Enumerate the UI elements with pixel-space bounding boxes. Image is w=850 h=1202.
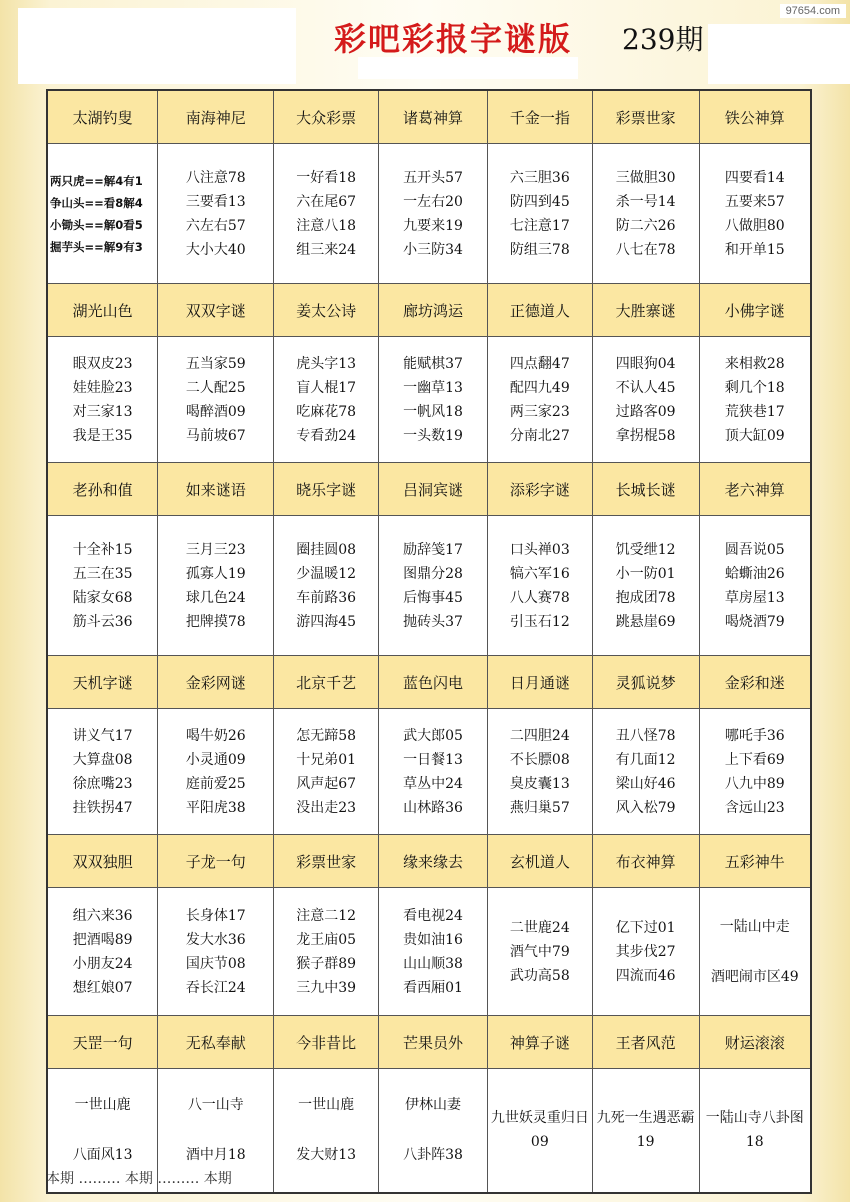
riddle-line: 过路客09 [615, 403, 676, 420]
riddle-cell [158, 337, 274, 463]
column-header: 老孙和值 [47, 463, 158, 516]
riddle-line: 哪吒手36 [724, 727, 785, 744]
riddle-line: 酒中月18 [185, 1147, 246, 1164]
riddle-cell [592, 337, 699, 463]
riddle-line: 对三家13 [72, 403, 133, 420]
riddle-line: 抛砖头37 [403, 613, 463, 630]
riddle-line: 一幽草13 [403, 379, 463, 396]
column-header: 天机字谜 [47, 656, 158, 709]
riddle-line: 励辞笺17 [403, 541, 463, 558]
riddle-line: 大小大40 [185, 241, 246, 258]
riddle-line: 陆家女68 [72, 589, 133, 606]
riddle-cell [379, 709, 488, 835]
header-row [47, 463, 811, 516]
riddle-line: 三要看13 [185, 193, 246, 210]
riddle-line: 小一防01 [615, 565, 676, 582]
column-header: 太湖钓叟 [47, 90, 158, 144]
riddle-line: 三九中39 [296, 979, 357, 996]
riddle-line: 喝牛奶26 [185, 727, 246, 744]
column-header: 吕洞宾谜 [379, 463, 488, 516]
column-header: 廊坊鸿运 [379, 284, 488, 337]
riddle-line: 草丛中24 [403, 775, 463, 792]
riddle-line: 酒气中79 [509, 943, 570, 960]
riddle-line: 风入松79 [615, 799, 676, 816]
column-header: 南海神尼 [158, 90, 274, 144]
riddle-cell [487, 516, 592, 656]
riddle-line: 掘芋头==解9有3 [50, 239, 143, 254]
column-header: 大众彩票 [274, 90, 379, 144]
riddle-line: 不长膘08 [509, 751, 570, 768]
header-row [47, 656, 811, 709]
riddle-line: 五开头57 [403, 169, 463, 186]
riddle-line: 跳悬崖69 [615, 613, 676, 630]
column-header: 彩票世家 [274, 835, 379, 888]
riddle-line: 平阳虎38 [185, 799, 246, 816]
riddle-line: 两三家23 [509, 403, 570, 420]
column-header: 灵狐说梦 [592, 656, 699, 709]
riddle-line: 九世妖灵重归日09 [490, 1110, 589, 1151]
column-header: 湖光山色 [47, 284, 158, 337]
column-header: 日月通谜 [487, 656, 592, 709]
riddle-line: 喝烧酒79 [724, 613, 785, 630]
riddle-line: 小三防34 [403, 241, 463, 258]
column-header: 布衣神算 [592, 835, 699, 888]
riddle-line: 一世山鹿 [74, 1097, 131, 1114]
riddle-line: 防二六26 [615, 217, 676, 234]
riddle-line: 臭皮囊13 [509, 775, 570, 792]
riddle-line: 二世鹿24 [509, 919, 570, 936]
riddle-cell [699, 709, 811, 835]
riddle-line: 一好看18 [296, 169, 357, 186]
riddle-cell [47, 337, 158, 463]
riddle-line: 车前路36 [296, 589, 357, 606]
riddle-line: 想红娘07 [72, 979, 133, 996]
riddle-line: 酒吧闹市区49 [710, 968, 799, 985]
page-title: 彩吧彩报字谜版 [334, 20, 573, 58]
riddle-line: 国庆节08 [185, 955, 246, 972]
content-row [47, 144, 811, 284]
riddle-line: 二四胆24 [509, 727, 570, 744]
riddle-line: 没出走23 [296, 799, 357, 816]
riddle-line: 蛤蟖油26 [724, 565, 785, 582]
riddle-line: 八做胆80 [724, 217, 785, 234]
riddle-line: 风声起67 [296, 775, 357, 792]
riddle-line: 徐庶嘴23 [72, 775, 133, 792]
column-header: 如来谜语 [158, 463, 274, 516]
column-header: 芒果员外 [379, 1016, 488, 1069]
column-header: 金彩和迷 [699, 656, 811, 709]
riddle-cell [47, 709, 158, 835]
riddle-cell [274, 337, 379, 463]
riddle-line: 孤寡人19 [185, 565, 246, 582]
riddle-line: 一帆风18 [403, 403, 463, 420]
header-row [47, 284, 811, 337]
column-header: 天罡一句 [47, 1016, 158, 1069]
riddle-cell [274, 516, 379, 656]
site-watermark: 97654.com [780, 4, 846, 18]
riddle-line: 八一山寺 [187, 1097, 244, 1114]
riddle-cell [158, 709, 274, 835]
riddle-line: 吞长江24 [185, 979, 246, 996]
riddle-line: 讲义气17 [72, 727, 133, 744]
column-header: 神算子谜 [487, 1016, 592, 1069]
riddle-line: 山山顺38 [403, 955, 463, 972]
riddle-line: 一陆山寺八卦图18 [705, 1110, 804, 1151]
riddle-line: 燕归巢57 [509, 799, 570, 816]
riddle-cell [379, 516, 488, 656]
riddle-line: 大算盘08 [72, 751, 133, 768]
column-header: 北京千艺 [274, 656, 379, 709]
riddle-line: 怎无蹄58 [296, 727, 357, 744]
column-header: 晓乐字谜 [274, 463, 379, 516]
blank-panel-middle [358, 57, 578, 79]
riddle-line: 五当家59 [185, 355, 246, 372]
riddle-cell [487, 337, 592, 463]
riddle-line: 龙王庙05 [296, 931, 357, 948]
riddle-line: 小灵通09 [185, 751, 246, 768]
column-header: 千金一指 [487, 90, 592, 144]
riddle-line: 口头禅03 [509, 541, 570, 558]
column-header: 王者风范 [592, 1016, 699, 1069]
riddle-line: 争山头==看8解4 [50, 195, 143, 210]
blank-panel-right [708, 24, 850, 84]
riddle-line: 上下看69 [724, 751, 785, 768]
riddle-line: 六在尾67 [296, 193, 357, 210]
riddle-line: 伊林山妻 [405, 1097, 461, 1114]
column-header: 姜太公诗 [274, 284, 379, 337]
riddle-line: 梁山好46 [615, 775, 676, 792]
riddle-cell [158, 516, 274, 656]
riddle-cell [274, 144, 379, 284]
riddle-cell [592, 144, 699, 284]
riddle-line: 眼双皮23 [72, 355, 133, 372]
riddle-line: 两只虎==解4有1 [50, 173, 143, 188]
riddle-line: 不认人45 [615, 379, 676, 396]
content-row [47, 516, 811, 656]
content-row [47, 888, 811, 1016]
column-header: 财运滚滚 [699, 1016, 811, 1069]
riddle-line: 三月三23 [185, 541, 246, 558]
riddle-line: 抱成团78 [615, 589, 676, 606]
content-row [47, 337, 811, 463]
riddle-line: 四流而46 [615, 967, 676, 984]
riddle-line: 贵如油16 [403, 931, 463, 948]
riddle-line: 猴子群89 [296, 955, 357, 972]
column-header: 诸葛神算 [379, 90, 488, 144]
riddle-line: 防组三78 [509, 241, 570, 258]
riddle-line: 配四九49 [509, 379, 570, 396]
column-header: 蓝色闪电 [379, 656, 488, 709]
riddle-line: 组三来24 [296, 241, 357, 258]
riddle-cell [699, 516, 811, 656]
riddle-line: 七注意17 [509, 217, 570, 234]
header-row [47, 90, 811, 144]
riddle-line: 游四海45 [296, 613, 357, 630]
riddle-line: 剩几个18 [724, 379, 785, 396]
riddle-cell [487, 144, 592, 284]
column-header: 彩票世家 [592, 90, 699, 144]
riddle-line: 四要看14 [724, 169, 785, 186]
riddle-line: 杀一号14 [615, 193, 676, 210]
riddle-line: 注意八18 [296, 217, 357, 234]
riddle-line: 喝醉酒09 [185, 403, 246, 420]
riddle-cell [47, 144, 158, 284]
riddle-line: 能赋棋37 [403, 355, 463, 372]
riddle-cell [47, 516, 158, 656]
riddle-cell [487, 888, 592, 1016]
riddle-cell [699, 888, 811, 1016]
riddle-line: 九要来19 [403, 217, 463, 234]
riddle-line: 看电视24 [403, 907, 463, 924]
column-header: 玄机道人 [487, 835, 592, 888]
riddle-line: 顶大缸09 [724, 427, 785, 444]
riddle-line: 八面风13 [72, 1147, 133, 1164]
riddle-line: 一陆山中走 [719, 918, 790, 935]
riddle-cell [592, 516, 699, 656]
riddle-line: 亿下过01 [615, 919, 676, 936]
riddle-cell [158, 888, 274, 1016]
riddle-line: 发大水36 [185, 931, 246, 948]
riddle-line: 一头数19 [403, 427, 463, 444]
riddle-line: 九死一生遇恶霸19 [596, 1110, 695, 1151]
column-header: 老六神算 [699, 463, 811, 516]
riddle-line: 武功高58 [509, 967, 570, 984]
riddle-line: 十全补15 [72, 541, 133, 558]
riddle-line: 一左右20 [403, 193, 463, 210]
riddle-line: 虎头字13 [296, 355, 357, 372]
riddle-line: 吃麻花78 [296, 403, 357, 420]
riddle-line: 武大郎05 [403, 727, 463, 744]
riddle-line: 小锄头==解0看5 [50, 217, 143, 232]
riddle-cell [699, 337, 811, 463]
riddle-cell [47, 888, 158, 1016]
riddle-line: 和开单15 [724, 241, 785, 258]
riddle-cell [592, 888, 699, 1016]
riddle-cell [592, 709, 699, 835]
riddle-line: 分南北27 [509, 427, 570, 444]
riddle-line: 八人赛78 [509, 589, 570, 606]
riddle-line: 八七在78 [615, 241, 676, 258]
riddle-line: 来相救28 [724, 355, 785, 372]
riddle-cell [379, 337, 488, 463]
column-header: 正德道人 [487, 284, 592, 337]
blank-panel-left [18, 8, 296, 84]
riddle-line: 一日餐13 [403, 751, 463, 768]
header-row [47, 835, 811, 888]
riddle-line: 专看劲24 [296, 427, 357, 444]
column-header: 大胜寨谜 [592, 284, 699, 337]
riddle-line: 含远山23 [724, 799, 785, 816]
column-header: 五彩神牛 [699, 835, 811, 888]
riddle-cell [379, 144, 488, 284]
riddle-cell [158, 144, 274, 284]
riddle-line: 八注意78 [185, 169, 246, 186]
riddle-line: 犒六军16 [509, 565, 570, 582]
column-header: 无私奉献 [158, 1016, 274, 1069]
riddle-line: 丑八怪78 [615, 727, 676, 744]
riddle-line: 长身体17 [185, 907, 246, 924]
riddle-line: 注意二12 [296, 907, 357, 924]
riddle-cell [699, 144, 811, 284]
column-header: 添彩字谜 [487, 463, 592, 516]
riddle-line: 少温暖12 [296, 565, 357, 582]
issue-number: 239期 [622, 23, 704, 56]
content-row [47, 709, 811, 835]
riddle-line: 组六来36 [72, 907, 133, 924]
column-header: 双双字谜 [158, 284, 274, 337]
riddle-line: 引玉石12 [509, 613, 570, 630]
header-row [47, 1016, 811, 1069]
riddle-cell [379, 888, 488, 1016]
riddle-line: 看西厢01 [403, 979, 463, 996]
riddle-line: 一世山鹿 [298, 1097, 355, 1114]
riddle-line: 把酒喝89 [72, 931, 133, 948]
riddle-line: 荒狭巷17 [724, 403, 785, 420]
riddle-line: 其步伐27 [615, 943, 676, 960]
column-header: 双双独胆 [47, 835, 158, 888]
column-header: 小佛字谜 [699, 284, 811, 337]
column-header: 铁公神算 [699, 90, 811, 144]
riddle-grid [46, 89, 812, 1194]
riddle-line: 发大财13 [296, 1147, 357, 1164]
riddle-line: 圆吾说05 [724, 541, 785, 558]
column-header: 缘来缘去 [379, 835, 488, 888]
riddle-line: 八卦阵38 [403, 1147, 463, 1164]
riddle-line: 五三在35 [72, 565, 133, 582]
riddle-line: 盲人棍17 [296, 379, 357, 396]
bottom-text-strip: 本期 ……… 本期 ……… 本期 [46, 1171, 232, 1187]
riddle-line: 娃娃脸23 [72, 379, 133, 396]
riddle-line: 图鼎分28 [403, 565, 463, 582]
riddle-line: 山林路36 [403, 799, 463, 816]
riddle-line: 草房屋13 [724, 589, 785, 606]
riddle-line: 八九中89 [724, 775, 785, 792]
riddle-line: 小朋友24 [72, 955, 133, 972]
riddle-line: 拄铁拐47 [72, 799, 133, 816]
riddle-cell [274, 709, 379, 835]
column-header: 金彩网谜 [158, 656, 274, 709]
column-header: 今非昔比 [274, 1016, 379, 1069]
riddle-line: 我是王35 [72, 427, 133, 444]
riddle-line: 十兄弟01 [296, 751, 357, 768]
column-header: 子龙一句 [158, 835, 274, 888]
riddle-line: 筋斗云36 [72, 613, 133, 630]
riddle-line: 三做胆30 [615, 169, 676, 186]
riddle-line: 拿拐棍58 [615, 427, 676, 444]
riddle-line: 庭前爱25 [185, 775, 246, 792]
riddle-line: 饥受绁12 [615, 541, 676, 558]
riddle-line: 马前坡67 [185, 427, 246, 444]
riddle-line: 五要来57 [724, 193, 785, 210]
riddle-line: 六左右57 [185, 217, 246, 234]
riddle-line: 四眼狗04 [615, 355, 676, 372]
riddle-line: 把牌摸78 [185, 613, 246, 630]
column-header: 长城长谜 [592, 463, 699, 516]
riddle-cell [274, 888, 379, 1016]
riddle-line: 球几色24 [185, 589, 246, 606]
riddle-line: 后悔事45 [403, 589, 463, 606]
riddle-line: 六三胆36 [509, 169, 570, 186]
riddle-line: 四点翻47 [509, 355, 570, 372]
riddle-line: 圈挂圆08 [296, 541, 357, 558]
riddle-cell [487, 709, 592, 835]
riddle-line: 防四到45 [509, 193, 570, 210]
riddle-line: 二人配25 [185, 379, 246, 396]
riddle-line: 有几面12 [615, 751, 676, 768]
